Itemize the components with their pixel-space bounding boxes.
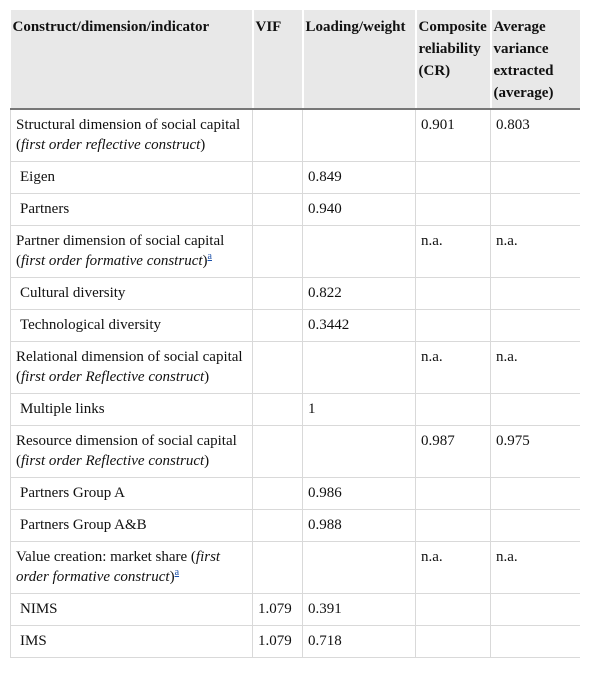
vif-cell (253, 542, 303, 594)
ave-cell: 0.975 (491, 426, 581, 478)
vif-cell (253, 310, 303, 342)
vif-cell (253, 510, 303, 542)
header-vif: VIF (253, 10, 303, 109)
loading-cell: 0.718 (303, 626, 416, 658)
loading-cell (303, 226, 416, 278)
loading-cell: 1 (303, 394, 416, 426)
ave-cell (491, 594, 581, 626)
vif-cell (253, 226, 303, 278)
header-row (11, 10, 581, 109)
indicator-cell: Eigen (11, 162, 253, 194)
vif-cell (253, 342, 303, 394)
ave-cell: n.a. (491, 342, 581, 394)
construct-type: first order reflective construct (21, 137, 201, 153)
indicator-cell: IMS (11, 626, 253, 658)
cr-cell (416, 626, 491, 658)
vif-cell (253, 109, 303, 162)
construct-cell (11, 426, 253, 478)
table-header (11, 10, 581, 109)
indicator-cell: NIMS (11, 594, 253, 626)
cr-cell: 0.987 (416, 426, 491, 478)
loading-cell (303, 109, 416, 162)
ave-cell: n.a. (491, 542, 581, 594)
construct-name: Partner dimension of social capital ( (16, 233, 225, 269)
loading-cell (303, 342, 416, 394)
cr-cell: n.a. (416, 226, 491, 278)
table-row (11, 542, 581, 594)
cr-cell (416, 510, 491, 542)
cr-cell (416, 278, 491, 310)
loading-cell: 0.3442 (303, 310, 416, 342)
indicator-cell: Partners Group A (11, 478, 253, 510)
measurement-table-container (10, 10, 580, 664)
indicator-cell: Technological diversity (11, 310, 253, 342)
construct-type: first order formative construct (16, 549, 221, 585)
table-row (11, 310, 581, 342)
loading-cell: 0.822 (303, 278, 416, 310)
indicator-cell: Partners Group A&B (11, 510, 253, 542)
construct-name: Structural dimension of social capital ( (16, 117, 241, 153)
ave-cell (491, 626, 581, 658)
loading-cell: 0.940 (303, 194, 416, 226)
ave-cell (491, 278, 581, 310)
construct-type: first order Reflective construct (21, 369, 205, 385)
header-construct: Construct/dimension/indicator (11, 10, 253, 109)
vif-cell (253, 478, 303, 510)
ave-cell (491, 510, 581, 542)
table-row (11, 278, 581, 310)
ave-cell (491, 162, 581, 194)
construct-cell (11, 109, 253, 162)
table-row (11, 342, 581, 394)
construct-cell (11, 542, 253, 594)
table-row (11, 194, 581, 226)
construct-name: Resource dimension of social capital ( (16, 433, 237, 469)
cr-cell: n.a. (416, 342, 491, 394)
construct-type: first order formative construct (21, 253, 203, 269)
construct-cell (11, 226, 253, 278)
ave-cell (491, 478, 581, 510)
table-row (11, 226, 581, 278)
construct-name: Value creation: market share ( (16, 549, 196, 565)
construct-close-paren: ) (200, 137, 206, 153)
loading-cell: 0.986 (303, 478, 416, 510)
footnote-link[interactable]: a (207, 251, 212, 262)
loading-cell: 0.391 (303, 594, 416, 626)
construct-close-paren: ) (169, 569, 175, 585)
header-loading: Loading/weight (303, 10, 416, 109)
indicator-cell: Cultural diversity (11, 278, 253, 310)
construct-close-paren: ) (202, 253, 208, 269)
loading-cell: 0.849 (303, 162, 416, 194)
table-row (11, 109, 581, 162)
loading-cell (303, 542, 416, 594)
cr-cell (416, 194, 491, 226)
vif-cell (253, 426, 303, 478)
cr-cell (416, 162, 491, 194)
header-ave: Average variance extracted (average) (491, 10, 581, 109)
vif-cell (253, 278, 303, 310)
cr-cell (416, 394, 491, 426)
loading-cell (303, 426, 416, 478)
table-body (11, 109, 581, 658)
table-row (11, 478, 581, 510)
ave-cell: n.a. (491, 226, 581, 278)
ave-cell: 0.803 (491, 109, 581, 162)
table-row (11, 626, 581, 658)
cr-cell: 0.901 (416, 109, 491, 162)
vif-cell (253, 194, 303, 226)
ave-cell (491, 310, 581, 342)
footnote-link[interactable]: a (174, 567, 180, 578)
table-row (11, 426, 581, 478)
ave-cell (491, 194, 581, 226)
cr-cell: n.a. (416, 542, 491, 594)
construct-name: Relational dimension of social capital ( (16, 349, 243, 385)
indicator-cell: Partners (11, 194, 253, 226)
construct-close-paren: ) (204, 369, 210, 385)
measurement-table (10, 10, 580, 658)
vif-cell (253, 394, 303, 426)
construct-type: first order Reflective construct (21, 453, 205, 469)
header-cr: Composite reliability (CR) (416, 10, 491, 109)
ave-cell (491, 394, 581, 426)
construct-close-paren: ) (204, 453, 210, 469)
cr-cell (416, 478, 491, 510)
table-row (11, 594, 581, 626)
construct-cell (11, 342, 253, 394)
cr-cell (416, 594, 491, 626)
table-row (11, 394, 581, 426)
vif-cell: 1.079 (253, 626, 303, 658)
indicator-cell: Multiple links (11, 394, 253, 426)
table-row (11, 162, 581, 194)
loading-cell: 0.988 (303, 510, 416, 542)
cr-cell (416, 310, 491, 342)
vif-cell (253, 162, 303, 194)
table-row (11, 510, 581, 542)
vif-cell: 1.079 (253, 594, 303, 626)
